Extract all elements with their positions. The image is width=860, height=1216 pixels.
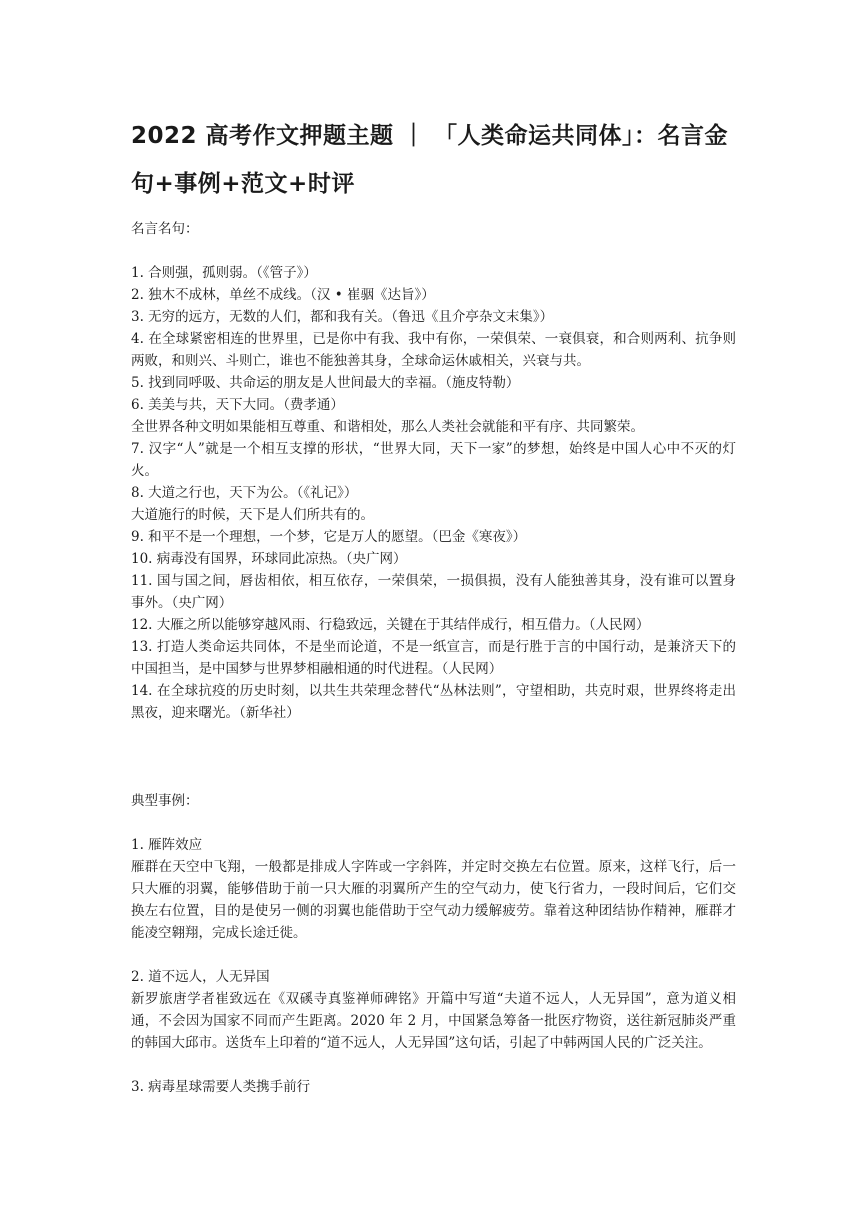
case-item: [131, 966, 736, 1054]
quote-item: 4. 在全球紧密相连的世界里，已是你中有我、我中有你，一荣俱荣、一衰俱衰，和合则两利、抗争则两败，和则兴、斗则亡，谁也不能独善其身，全球命运休戚相关，兴衰与共。: [131, 331, 736, 369]
quote-item: 12. 大雁之所以能够穿越风雨、行稳致远，关键在于其结伴成行，相互借力。（人民网）: [131, 617, 650, 633]
quote-item: 10. 病毒没有国界，环球同此凉热。（央广网）: [131, 551, 407, 567]
case-item: [131, 834, 736, 944]
case-title: 3. 病毒星球需要人类携手前行: [131, 1079, 311, 1095]
quote-explanation: 大道施行的时候，天下是人们所共有的。: [131, 507, 374, 523]
quote-item: 5. 找到同呼吸、共命运的朋友是人世间最大的幸福。（施皮特勒）: [131, 375, 520, 391]
document-title: 2022 高考作文押题主题 ｜ 「人类命运共同体」：名言金句+事例+范文+时评: [131, 123, 729, 197]
quotes-heading: 名言名句：: [131, 221, 199, 237]
case-item: [131, 1076, 736, 1098]
quote-item: 9. 和平不是一个理想，一个梦，它是万人的愿望。（巴金《寒夜》）: [131, 529, 527, 545]
quote-item: 13. 打造人类命运共同体，不是坐而论道，不是一纸宣言，而是行胜于言的中国行动，是兼济天下的中国担当，是中国梦与世界梦相融相通的时代进程。（人民网）: [131, 639, 736, 677]
quote-item: 2. 独木不成林，单丝不成线。（汉 • 崔骃《达旨》）: [131, 287, 435, 303]
case-body: 新罗旅唐学者崔致远在《双磎寺真鉴禅师碑铭》开篇中写道“夫道不远人，人无异国”，意为道义相通，不会因为国家不同而产生距离。2020 年 2 月，中国紧急筹备一批医疗物资，送往新冠肺炎严重的韩国大邱市。送货车上印着的“道不远人，人无异国”这句话，引起了中韩两国人民的广泛关注。: [131, 991, 736, 1051]
quotes-list: [131, 262, 736, 724]
quote-item: 7. 汉字“人”就是一个相互支撑的形状，“世界大同，天下一家”的梦想，始终是中国人心中不灭的灯火。: [131, 441, 736, 479]
case-title: 1. 雁阵效应: [131, 837, 203, 853]
cases-heading: 典型事例：: [131, 793, 199, 809]
quote-item: 1. 合则强，孤则弱。（《管子》）: [131, 265, 317, 281]
quote-item: 8. 大道之行也，天下为公。（《礼记》）: [131, 485, 358, 501]
quote-item: 14. 在全球抗疫的历史时刻，以共生共荣理念替代“丛林法则”，守望相助，共克时艰，世界终将走出黑夜，迎来曙光。（新华社）: [131, 683, 736, 721]
quote-item: 3. 无穷的远方，无数的人们，都和我有关。（鲁迅《且介亭杂文末集》）: [131, 309, 554, 325]
quote-item: 11. 国与国之间，唇齿相依，相互依存，一荣俱荣，一损俱损，没有人能独善其身，没有谁可以置身事外。（央广网）: [131, 573, 736, 611]
case-title: 2. 道不远人，人无异国: [131, 969, 270, 985]
quote-item: 6. 美美与共，天下大同。（费孝通）: [131, 397, 344, 413]
quote-explanation: 全世界各种文明如果能相互尊重、和谐相处，那么人类社会就能和平有序、共同繁荣。: [131, 419, 644, 435]
case-body: 雁群在天空中飞翔，一般都是排成人字阵或一字斜阵，并定时交换左右位置。原来，这样飞行，后一只大雁的羽翼，能够借助于前一只大雁的羽翼所产生的空气动力，使飞行省力，一段时间后，它们交换左右位置，目的是使另一侧的羽翼也能借助于空气动力缓解疲劳。靠着这种团结协作精神，雁群才能凌空翱翔，完成长途迁徙。: [131, 859, 736, 941]
